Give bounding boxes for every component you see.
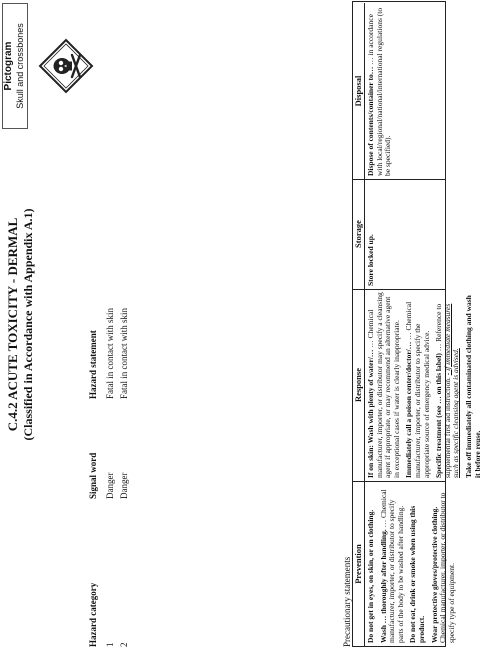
response-statement — [367, 292, 401, 478]
storage-statement: Store locked up. — [366, 234, 375, 286]
pictogram-label: Pictogram — [3, 41, 14, 91]
disposal-body — [367, 6, 397, 176]
storage-column — [353, 179, 445, 290]
response-statement — [435, 292, 461, 478]
precautionary-table — [352, 1, 482, 647]
response-italic: - if immediate measures such as specific cleansing agent is advised. — [442, 303, 461, 478]
disposal-column — [353, 3, 445, 180]
response-header: Response — [353, 289, 365, 481]
hazard-statement-header: Hazard statement — [88, 330, 98, 399]
response-detail: … Chemical manufacturer, importer, or distributor to specify the appropriate source of emergency medical advice. — [404, 301, 431, 478]
prevention-column — [353, 482, 456, 646]
response-statement: Take off immediately all contaminated clothing and wash it before reuse. — [463, 295, 482, 478]
prevention-bold: Wear protective gloves/protective clothing. — [429, 506, 439, 643]
storage-body — [367, 182, 380, 286]
response-detail: … Reference to supplemental first aid instruction. — [434, 303, 452, 478]
prevention-statement — [380, 485, 406, 643]
skull-crossbones-icon — [38, 38, 94, 94]
pictogram-name: Skull and crossbones — [15, 23, 25, 109]
pictogram-box — [2, 3, 28, 129]
hazard-category-1: 1 — [105, 642, 115, 647]
hazard-category-header: Hazard category — [88, 582, 98, 647]
signal-word-header: Signal word — [88, 452, 98, 499]
signal-word-1: Danger — [105, 472, 115, 499]
disposal-bold: Dispose of contents/container to… — [366, 66, 375, 176]
response-bold: If on skin: Wash with plenty of water/… — [366, 349, 375, 478]
prevention-header: Prevention — [353, 482, 365, 646]
response-statement — [405, 292, 431, 478]
prevention-statement: Do not get in eyes, on skin, or on clothing. — [366, 509, 375, 643]
prevention-statement — [431, 485, 457, 643]
response-bold: Specific treatment (see … on this label) — [434, 353, 444, 478]
prevention-detail: Chemical manufacturer, importer, or distributor to specify type of equipment. — [438, 492, 456, 643]
page-subtitle: (Classified in Accordance with Appendix A.1) — [21, 208, 35, 441]
disposal-detail: … in accordance with local/regional/national/international regulations (to be specified). — [366, 7, 393, 176]
prevention-statement: Do not eat, drink or smoke when using this product. — [408, 505, 426, 643]
disposal-statement — [367, 6, 393, 176]
signal-word-2: Danger — [119, 472, 129, 499]
response-body — [367, 292, 486, 478]
disposal-header: Disposal — [353, 3, 365, 179]
storage-header: Storage — [353, 179, 365, 289]
precautionary-label: Precautionary statements — [342, 556, 352, 647]
hazard-statement-2: Fatal in contact with skin — [119, 308, 129, 399]
hazard-statement-1: Fatal in contact with skin — [105, 308, 115, 399]
hazard-category-2: 2 — [119, 642, 129, 647]
prevention-body — [367, 485, 460, 643]
prevention-detail: … Chemical manufacturer, importer, or distributor to specify parts of the body to be washed after handling. — [378, 489, 405, 643]
response-column — [353, 289, 482, 482]
page-title: C.4.2 ACUTE TOXICITY - DERMAL — [5, 217, 20, 432]
prevention-bold: Wash … thoroughly after handling. — [378, 529, 388, 643]
response-bold: Immediately call a poison center/doctor/… — [404, 341, 414, 478]
response-detail: … Chemical manufacturer, importer, or distributor may specify a cleansing agent if appropriate, or may recommend an alternative agent in exceptional cases if water is clearly inappropriate. — [366, 292, 401, 478]
